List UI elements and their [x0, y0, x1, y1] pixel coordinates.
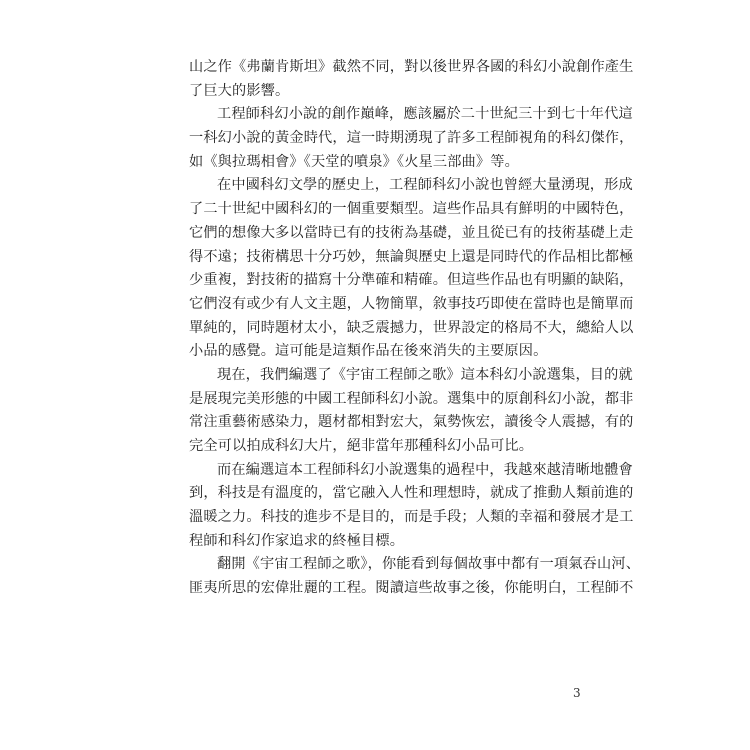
paragraph-3-line-7: 單純的，同時題材太小，缺乏震撼力，世界設定的格局不大，總給人以: [189, 319, 634, 336]
paragraph-3-line-1: 在中國科幻文學的歷史上，工程師科幻小說也曾經大量湧現，形成: [217, 177, 633, 194]
paragraph-5-line-4: 程師和科幻作家追求的終極目標。: [189, 532, 405, 549]
paragraph-4-line-3: 常注重藝術感染力，題材都相對宏大，氣勢恢宏，讀後令人震撼，有的: [189, 414, 634, 431]
body-text: [189, 56, 641, 601]
paragraph-4-line-4: 完全可以拍成科幻大片，絕非當年那種科幻小品可比。: [189, 438, 534, 454]
paragraph-6-line-1: 翻開《宇宙工程師之歌》，你能看到每個故事中都有一項氣吞山河、: [217, 556, 641, 573]
paragraph-1-line-1: 山之作《弗蘭肯斯坦》截然不同，對以後世界各國的科幻小說創作產生: [189, 59, 634, 75]
paragraph-3-line-8: 小品的感覺。這可能是這類作品在後來消失的主要原因。: [189, 343, 548, 360]
paragraph-3-line-2: 了二十世紀中國科幻的一個重要類型。這些作品具有鮮明的中國特色，: [189, 201, 634, 218]
paragraph-3-line-5: 少重複，對技術的描寫十分準確和精確。但這些作品也有明顯的缺陷，: [189, 272, 634, 289]
paragraph-1-line-2: 了巨大的影響。: [189, 82, 290, 99]
paragraph-4-line-2: 是展現完美形態的中國工程師科幻小說。選集中的原創科幻小說，都非: [189, 390, 634, 407]
paragraph-6-line-2: 匪夷所思的宏偉壯麗的工程。閱讀這些故事之後，你能明白，工程師不: [189, 580, 634, 597]
paragraph-5-line-1: 而在編選這本工程師科幻小說選集的過程中，我越來越清晰地體會: [217, 461, 633, 478]
page-number: 3: [573, 686, 581, 700]
paragraph-2-line-3: 如《與拉瑪相會》《天堂的噴泉》《火星三部曲》等。: [189, 153, 519, 170]
paragraph-3-line-4: 得不遠；技術構思十分巧妙，無論與歷史上還是同時代的作品相比都極: [189, 248, 634, 265]
paragraph-3-line-3: 它們的想像大多以當時已有的技術為基礎，並且從已有的技術基礎上走: [189, 224, 634, 241]
paragraph-3-line-6: 它們沒有或少有人文主題，人物簡單，敘事技巧即使在當時也是簡單而: [189, 295, 634, 312]
paragraph-2-line-2: 一科幻小說的黃金時代，這一時期湧現了許多工程師視角的科幻傑作，: [189, 130, 634, 147]
paragraph-5-line-2: 到，科技是有溫度的，當它融入人性和理想時，就成了推動人類前進的: [189, 485, 634, 502]
paragraph-2-line-1: 工程師科幻小說的創作巔峰，應該屬於二十世紀三十到七十年代這: [217, 106, 633, 123]
paragraph-5-line-3: 溫暖之力。科技的進步不是目的，而是手段；人類的幸福和發展才是工: [189, 509, 634, 526]
paragraph-4-line-1: 現在，我們編選了《宇宙工程師之歌》這本科幻小說選集，目的就: [217, 366, 633, 383]
